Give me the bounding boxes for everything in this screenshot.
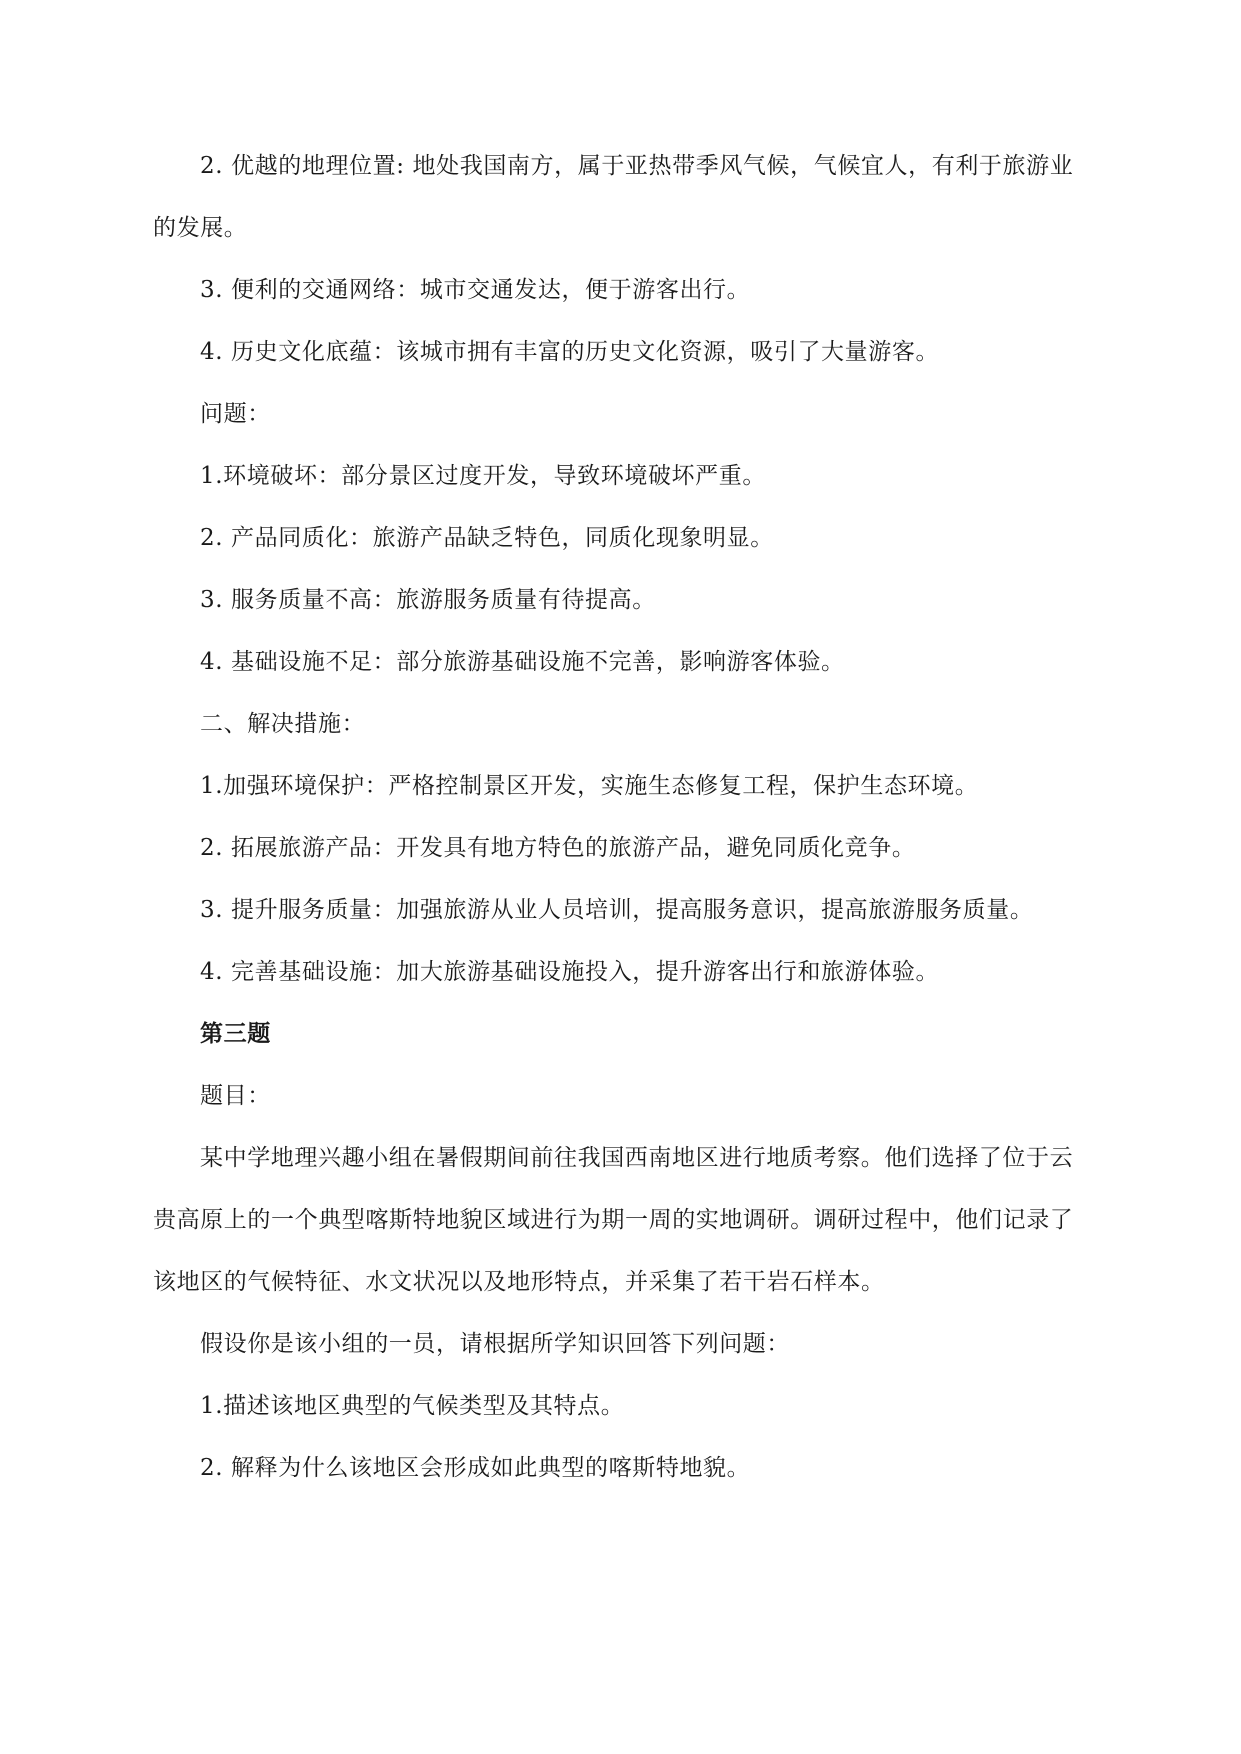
paragraph-solution-environment: 1.加强环境保护：严格控制景区开发，实施生态修复工程，保护生态环境。 <box>200 773 979 799</box>
heading-problems: 问题： <box>200 401 271 427</box>
paragraph-problem-homogenization: 2. 产品同质化：旅游产品缺乏特色，同质化现象明显。 <box>200 525 774 551</box>
paragraph-question-scenario: 某中学地理兴趣小组在暑假期间前往我国西南地区进行地质考察。他们选择了位于云贵高原上的一个典型喀斯特地貌区域进行为期一周的实地调研。调研过程中，他们记录了该地区的气候特征、水文状况以及地形特点，并采集了若干岩石样本。 <box>153 1145 1074 1295</box>
paragraph-problem-service: 3. 服务质量不高：旅游服务质量有待提高。 <box>200 587 656 613</box>
paragraph-solution-service: 3. 提升服务质量：加强旅游从业人员培训，提高服务意识，提高旅游服务质量。 <box>200 897 1034 923</box>
heading-question-three: 第三题 <box>200 1020 271 1047</box>
paragraph-question-item-1: 1.描述该地区典型的气候类型及其特点。 <box>200 1393 625 1419</box>
paragraph-transport-network: 3. 便利的交通网络：城市交通发达，便于游客出行。 <box>200 277 751 303</box>
paragraph-problem-infrastructure: 4. 基础设施不足：部分旅游基础设施不完善，影响游客体验。 <box>200 649 845 675</box>
paragraph-question-prompt: 假设你是该小组的一员，请根据所学知识回答下列问题： <box>200 1331 790 1357</box>
heading-question-title: 题目： <box>200 1083 271 1109</box>
paragraph-history-culture: 4. 历史文化底蕴：该城市拥有丰富的历史文化资源，吸引了大量游客。 <box>200 339 940 365</box>
heading-solutions: 二、解决措施： <box>200 711 366 737</box>
paragraph-solution-infrastructure: 4. 完善基础设施：加大旅游基础设施投入，提升游客出行和旅游体验。 <box>200 959 940 985</box>
paragraph-question-item-2: 2. 解释为什么该地区会形成如此典型的喀斯特地貌。 <box>200 1455 751 1481</box>
paragraph-geographic-location: 2. 优越的地理位置: 地处我国南方，属于亚热带季风气候，气候宜人，有利于旅游业的发展。 <box>153 153 1074 241</box>
paragraph-problem-environment: 1.环境破坏：部分景区过度开发，导致环境破坏严重。 <box>200 463 766 489</box>
paragraph-solution-products: 2. 拓展旅游产品：开发具有地方特色的旅游产品，避免同质化竞争。 <box>200 835 916 861</box>
